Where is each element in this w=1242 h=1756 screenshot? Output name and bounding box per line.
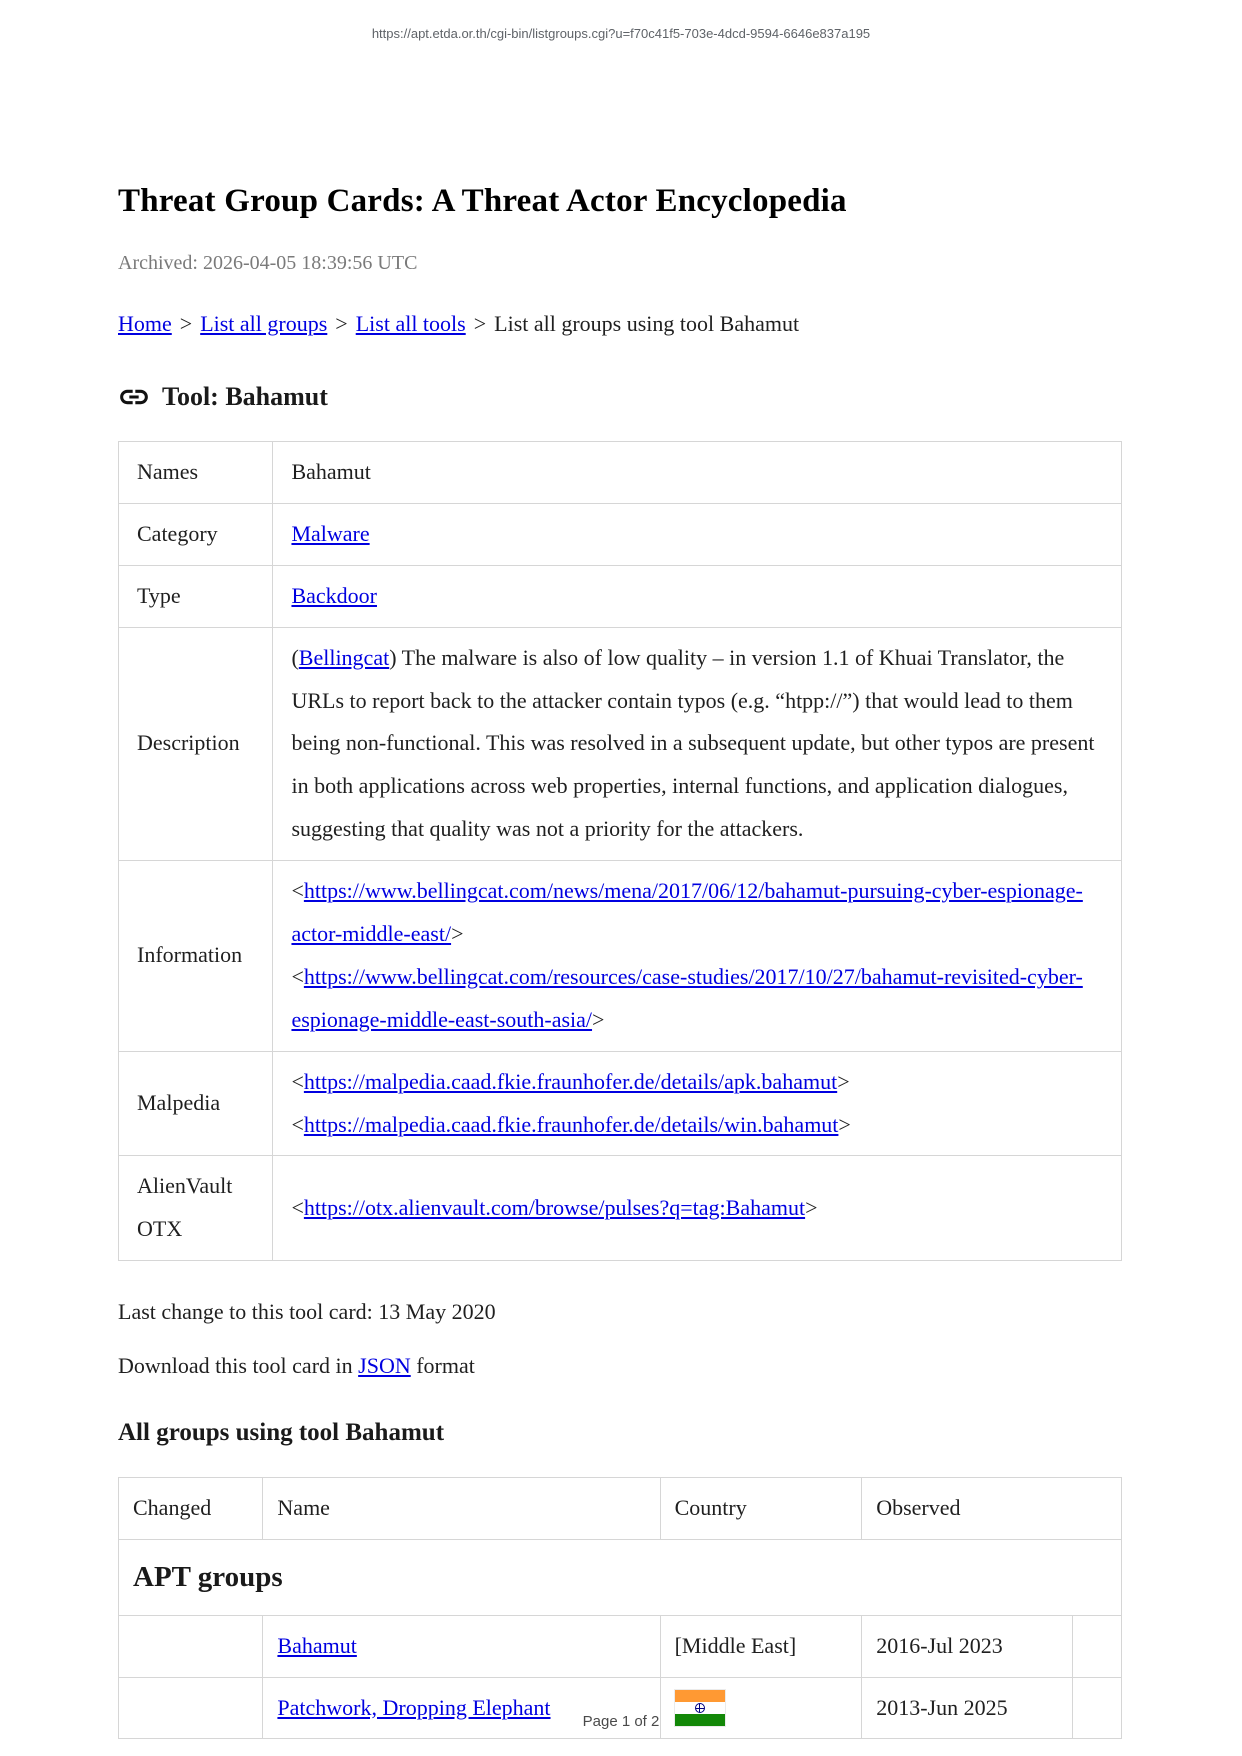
column-header-observed: Observed: [862, 1478, 1122, 1540]
category-malware-link[interactable]: Malware: [291, 520, 370, 546]
angle-close: >: [805, 1194, 818, 1220]
table-row: [119, 442, 1122, 504]
breadcrumb-link-home[interactable]: Home: [118, 311, 172, 336]
breadcrumb-separator: >: [473, 311, 487, 336]
information-line: [291, 870, 1103, 956]
angle-close: >: [837, 1068, 850, 1094]
row-value-information: [273, 861, 1122, 1052]
row-label-type: Type: [119, 565, 273, 627]
section-cell: [119, 1540, 1122, 1616]
information-link-2[interactable]: https://www.bellingcat.com/resources/case-studies/2017/10/27/bahamut-revisited-cyber-espionage-middle-east-south-asia/: [291, 963, 1083, 1032]
angle-open: <: [291, 963, 304, 989]
row-label-category: Category: [119, 503, 273, 565]
row-label-description: Description: [119, 627, 273, 860]
malpedia-line: [291, 1104, 1103, 1147]
breadcrumb-separator: >: [335, 311, 348, 336]
archive-url: https://apt.etda.or.th/cgi-bin/listgroups.cgi?u=f70c41f5-703e-4dcd-9594-6646e837a195: [371, 26, 871, 41]
group-patchwork-link[interactable]: Patchwork, Dropping Elephant: [277, 1694, 551, 1720]
download-json-link[interactable]: JSON: [358, 1353, 411, 1379]
information-line: [291, 956, 1103, 1042]
last-change-line: Last change to this tool card: 13 May 2020: [118, 1299, 496, 1325]
table-row: [119, 565, 1122, 627]
tool-heading: [118, 381, 1122, 413]
table-row: [119, 1615, 1122, 1677]
breadcrumb: [118, 311, 1122, 337]
column-header-changed: Changed: [119, 1478, 263, 1540]
row-value-description: [273, 627, 1122, 860]
download-text-post: format: [410, 1353, 475, 1379]
alienvault-line: [291, 1187, 1103, 1230]
angle-open: <: [291, 1068, 304, 1094]
page-title: Threat Group Cards: A Threat Actor Encyclopedia: [118, 183, 847, 219]
tool-heading-label: Tool: Bahamut: [162, 382, 328, 411]
table-row: [119, 861, 1122, 1052]
row-value-alienvault: [273, 1156, 1122, 1261]
groups-section-row: [119, 1540, 1122, 1616]
breadcrumb-link-list-all-groups[interactable]: List all groups: [200, 311, 328, 336]
row-label-names: Names: [119, 442, 273, 504]
breadcrumb-separator: >: [179, 311, 193, 336]
breadcrumb-link-list-all-tools[interactable]: List all tools: [355, 311, 466, 336]
row-label-alienvault: AlienVault OTX: [119, 1156, 273, 1261]
angle-open: <: [291, 878, 304, 904]
breadcrumb-current: List all groups using tool Bahamut: [494, 311, 800, 336]
row-value-names: Bahamut: [273, 442, 1122, 504]
archived-timestamp: Archived: 2026-04-05 18:39:56 UTC: [118, 252, 418, 274]
row-value-category: [273, 503, 1122, 565]
column-header-name: Name: [263, 1478, 660, 1540]
table-row: [119, 1051, 1122, 1156]
cell-observed: 2013-Jun 2025: [862, 1677, 1073, 1739]
cell-changed: [119, 1615, 263, 1677]
table-row: [119, 503, 1122, 565]
group-bahamut-link[interactable]: Bahamut: [277, 1632, 357, 1658]
column-header-country: Country: [660, 1478, 862, 1540]
angle-open: <: [291, 1111, 304, 1137]
malpedia-apk-link[interactable]: https://malpedia.caad.fkie.fraunhofer.de/details/apk.bahamut: [303, 1068, 838, 1094]
description-text: ) The malware is also of low quality – in version 1.1 of Khuai Translator, the URLs to report back to the attacker contain typos (e.g. “htpp://”) that would lead to them being non-functional. This was resolved in a subsequent update, but other typos are present in both applications across web properties, internal functions, and application dialogues, suggesting that quality was not a priority for the attackers.: [291, 644, 1095, 842]
link-icon[interactable]: [118, 381, 150, 413]
bellingcat-link[interactable]: Bellingcat: [298, 644, 390, 670]
information-link-1[interactable]: https://www.bellingcat.com/news/mena/2017/06/12/bahamut-pursuing-cyber-espionage-actor-middle-east/: [291, 878, 1083, 947]
angle-close: >: [451, 921, 464, 947]
malpedia-win-link[interactable]: https://malpedia.caad.fkie.fraunhofer.de/details/win.bahamut: [303, 1111, 839, 1137]
cell-country: [Middle East]: [660, 1615, 862, 1677]
groups-heading: All groups using tool Bahamut: [118, 1419, 445, 1447]
row-label-malpedia: Malpedia: [119, 1051, 273, 1156]
groups-header-row: [119, 1478, 1122, 1540]
tool-card-table: [118, 441, 1122, 1261]
table-row: [119, 1156, 1122, 1261]
cell-empty: [1072, 1615, 1121, 1677]
row-value-type: [273, 565, 1122, 627]
page-number: Page 1 of 2: [582, 1713, 660, 1730]
download-line: [118, 1353, 1122, 1379]
row-label-information: Information: [119, 861, 273, 1052]
section-title-apt-groups: APT groups: [133, 1561, 283, 1594]
cell-observed: 2016-Jul 2023: [862, 1615, 1073, 1677]
description-paren-open: (: [291, 644, 299, 670]
angle-close: >: [592, 1006, 605, 1032]
download-text-pre: Download this tool card in: [118, 1353, 359, 1379]
malpedia-line: [291, 1061, 1103, 1104]
groups-table: [118, 1477, 1122, 1739]
alienvault-link[interactable]: https://otx.alienvault.com/browse/pulses?q=tag:Bahamut: [303, 1194, 806, 1220]
ashoka-chakra-icon: [695, 1703, 705, 1713]
cell-name: [263, 1615, 660, 1677]
type-backdoor-link[interactable]: Backdoor: [291, 582, 377, 608]
page-content: [0, 183, 1242, 1739]
table-row: [119, 627, 1122, 860]
angle-open: <: [291, 1194, 304, 1220]
angle-close: >: [838, 1111, 851, 1137]
row-value-malpedia: [273, 1051, 1122, 1156]
